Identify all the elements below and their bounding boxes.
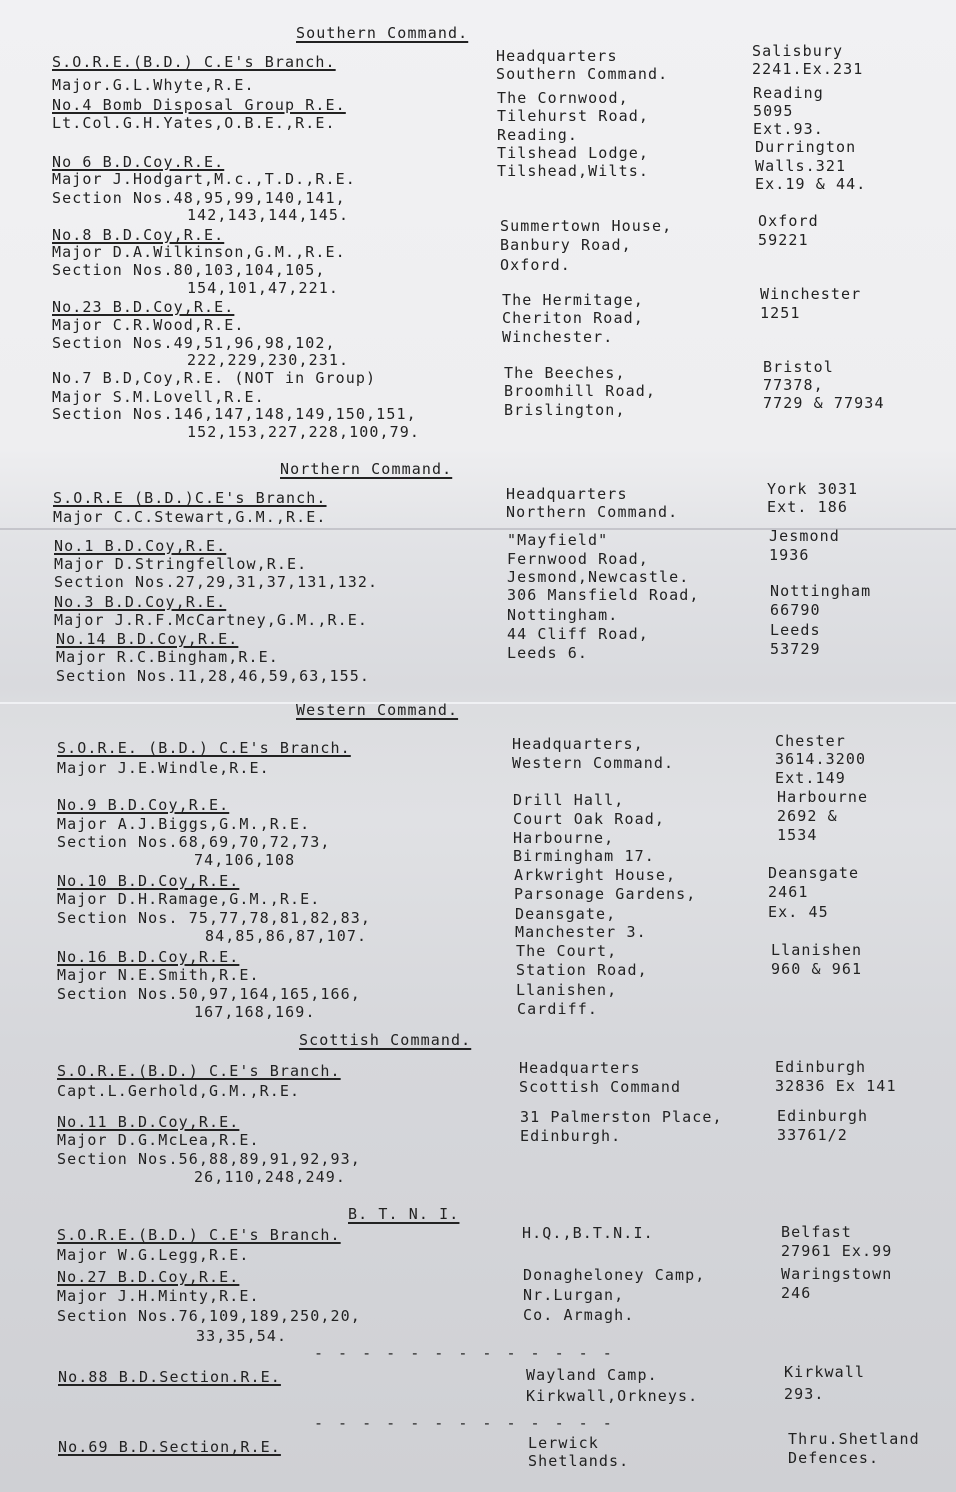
section-numbers: 142,143,144,145. xyxy=(187,206,350,224)
telephone: Leeds xyxy=(770,621,821,639)
telephone: Ex.19 & 44. xyxy=(755,175,867,193)
officer-name: Major J.Hodgart,M.c.,T.D.,R.E. xyxy=(52,170,356,188)
officer-name: Major D.G.McLea,R.E. xyxy=(57,1131,260,1149)
dashed-divider: - - - - - - - - - - - - - xyxy=(314,1414,615,1432)
telephone: Reading xyxy=(753,84,824,102)
officer-name: Major.G.L.Whyte,R.E. xyxy=(52,76,255,94)
unit-name: No.88 B.D.Section.R.E. xyxy=(58,1368,281,1386)
address-line: Winchester. xyxy=(502,328,614,346)
telephone: Edinburgh xyxy=(775,1058,867,1076)
address-line: Birmingham 17. xyxy=(513,847,655,865)
section-numbers: 152,153,227,228,100,79. xyxy=(187,423,421,441)
address-line: Station Road, xyxy=(516,961,648,979)
officer-name: Major N.E.Smith,R.E. xyxy=(57,966,260,984)
address-line: Kirkwall,Orkneys. xyxy=(526,1387,699,1405)
telephone: Kirkwall xyxy=(784,1363,866,1381)
section-numbers: 26,110,248,249. xyxy=(194,1168,346,1186)
address-line: Headquarters xyxy=(519,1059,641,1077)
officer-name: Major S.M.Lovell,R.E. xyxy=(52,388,265,406)
address-line: Drill Hall, xyxy=(513,791,625,809)
address-line: Oxford. xyxy=(500,256,571,274)
telephone: 53729 xyxy=(770,640,821,658)
address-line: Brislington, xyxy=(504,401,626,419)
section-numbers: Section Nos.48,95,99,140,141, xyxy=(52,189,346,207)
unit-name: No.3 B.D.Coy,R.E. xyxy=(54,593,227,611)
telephone: Jesmond xyxy=(769,527,840,545)
telephone: 2692 & xyxy=(777,807,838,825)
section-numbers: 167,168,169. xyxy=(194,1003,316,1021)
address-line: Summertown House, xyxy=(500,217,673,235)
address-line: Manchester 3. xyxy=(515,923,647,941)
section-numbers: Section Nos.27,29,31,37,131,132. xyxy=(54,573,379,591)
telephone: 246 xyxy=(781,1284,812,1302)
section-numbers: Section Nos.50,97,164,165,166, xyxy=(57,985,361,1003)
telephone: 59221 xyxy=(758,231,809,249)
telephone: Bristol xyxy=(763,358,834,376)
unit-name: No.69 B.D.Section,R.E. xyxy=(58,1438,281,1456)
telephone: Belfast xyxy=(781,1223,852,1241)
telephone: 77378, xyxy=(763,376,824,394)
officer-name: Major J.H.Minty,R.E. xyxy=(57,1287,260,1305)
section-heading: Western Command. xyxy=(296,701,459,719)
officer-name: Lt.Col.G.H.Yates,O.B.E.,R.E. xyxy=(52,114,336,132)
section-numbers: 74,106,108 xyxy=(194,851,296,869)
telephone: 7729 & 77934 xyxy=(763,394,885,412)
section-numbers: 222,229,230,231. xyxy=(187,351,350,369)
section-numbers: 154,101,47,221. xyxy=(187,279,339,297)
address-line: Headquarters xyxy=(496,47,618,65)
officer-name: Major J.E.Windle,R.E. xyxy=(57,759,270,777)
section-numbers: Section Nos.68,69,70,72,73, xyxy=(57,833,331,851)
officer-name: Major D.H.Ramage,G.M.,R.E. xyxy=(57,890,321,908)
unit-name: No.7 B.D,Coy,R.E. (NOT in Group) xyxy=(52,369,377,387)
officer-name: Major C.C.Stewart,G.M.,R.E. xyxy=(53,508,327,526)
telephone: 3614.3200 xyxy=(775,750,867,768)
telephone: Walls.321 xyxy=(755,157,847,175)
unit-name: No.14 B.D.Coy,R.E. xyxy=(56,630,239,648)
section-heading: B. T. N. I. xyxy=(348,1205,460,1223)
address-line: The Court, xyxy=(516,942,618,960)
unit-name: No.8 B.D.Coy,R.E. xyxy=(52,226,225,244)
address-line: Banbury Road, xyxy=(500,236,632,254)
unit-name: S.O.R.E. (B.D.) C.E's Branch. xyxy=(57,739,351,757)
address-line: The Beeches, xyxy=(504,364,626,382)
address-line: Shetlands. xyxy=(528,1452,630,1470)
address-line: Reading. xyxy=(497,126,579,144)
address-line: Lerwick xyxy=(528,1434,599,1452)
address-line: Scottish Command xyxy=(519,1078,682,1096)
dashed-divider: - - - - - - - - - - - - - xyxy=(314,1344,615,1362)
telephone: Ext.149 xyxy=(775,769,846,787)
address-line: Southern Command. xyxy=(496,65,669,83)
section-heading: Northern Command. xyxy=(280,460,453,478)
telephone: Oxford xyxy=(758,212,819,230)
section-numbers: Section Nos.80,103,104,105, xyxy=(52,261,326,279)
telephone: Durrington xyxy=(755,138,857,156)
address-line: Headquarters xyxy=(506,485,628,503)
section-heading: Scottish Command. xyxy=(299,1031,472,1049)
address-line: Nottingham. xyxy=(507,606,619,624)
address-line: 44 Cliff Road, xyxy=(507,625,649,643)
address-line: Jesmond,Newcastle. xyxy=(507,568,690,586)
section-numbers: Section Nos.56,88,89,91,92,93, xyxy=(57,1150,361,1168)
address-line: Co. Armagh. xyxy=(523,1306,635,1324)
telephone: 27961 Ex.99 xyxy=(781,1242,893,1260)
address-line: "Mayfield" xyxy=(507,531,609,549)
telephone: 2461 xyxy=(768,883,809,901)
telephone: 5095 xyxy=(753,102,794,120)
telephone: 1534 xyxy=(777,826,818,844)
address-line: Headquarters, xyxy=(512,735,644,753)
address-line: Wayland Camp. xyxy=(526,1366,658,1384)
officer-name: Major W.G.Legg,R.E. xyxy=(57,1246,250,1264)
address-line: 306 Mansfield Road, xyxy=(507,586,700,604)
telephone: Ext.93. xyxy=(753,120,824,138)
officer-name: Major J.R.F.McCartney,G.M.,R.E. xyxy=(54,611,369,629)
address-line: 31 Palmerston Place, xyxy=(520,1108,723,1126)
address-line: Arkwright House, xyxy=(514,866,677,884)
section-numbers: 84,85,86,87,107. xyxy=(205,927,368,945)
address-line: Nr.Lurgan, xyxy=(523,1286,625,1304)
telephone: Harbourne xyxy=(777,788,869,806)
unit-name: No.23 B.D.Coy,R.E. xyxy=(52,298,235,316)
telephone: 2241.Ex.231 xyxy=(752,60,864,78)
address-line: Broomhill Road, xyxy=(504,382,656,400)
address-line: Tilshead Lodge, xyxy=(497,144,649,162)
address-line: Deansgate, xyxy=(515,905,617,923)
telephone: Defences. xyxy=(788,1449,880,1467)
unit-name: S.O.R.E.(B.D.) C.E's Branch. xyxy=(57,1226,341,1244)
telephone: Ex. 45 xyxy=(768,903,829,921)
address-line: Leeds 6. xyxy=(507,644,589,662)
telephone: Chester xyxy=(775,732,846,750)
unit-name: No 6 B.D.Coy.R.E. xyxy=(52,153,225,171)
section-numbers: Section Nos. 75,77,78,81,82,83, xyxy=(57,909,372,927)
unit-name: No.9 B.D.Coy,R.E. xyxy=(57,796,230,814)
address-line: Llanishen, xyxy=(516,981,618,999)
section-numbers: 33,35,54. xyxy=(196,1327,288,1345)
officer-name: Major R.C.Bingham,R.E. xyxy=(56,648,279,666)
address-line: Court Oak Road, xyxy=(513,810,665,828)
telephone: Deansgate xyxy=(768,864,860,882)
section-numbers: Section Nos.49,51,96,98,102, xyxy=(52,334,336,352)
telephone: Nottingham xyxy=(770,582,872,600)
address-line: Fernwood Road, xyxy=(507,550,649,568)
telephone: Ext. 186 xyxy=(767,498,849,516)
address-line: Donagheloney Camp, xyxy=(523,1266,706,1284)
unit-name: No.11 B.D.Coy,R.E. xyxy=(57,1113,240,1131)
unit-name: No.1 B.D.Coy,R.E. xyxy=(54,537,227,555)
address-line: Parsonage Gardens, xyxy=(514,885,697,903)
address-line: H.Q.,B.T.N.I. xyxy=(522,1224,654,1242)
address-line: The Hermitage, xyxy=(502,291,644,309)
officer-name: Major A.J.Biggs,G.M.,R.E. xyxy=(57,815,311,833)
telephone: 1936 xyxy=(769,546,810,564)
address-line: Northern Command. xyxy=(506,503,679,521)
telephone: 960 & 961 xyxy=(771,960,863,978)
address-line: Cheriton Road, xyxy=(502,309,644,327)
unit-name: S.O.R.E (B.D.)C.E's Branch. xyxy=(53,489,327,507)
telephone: Edinburgh xyxy=(777,1107,869,1125)
telephone: York 3031 xyxy=(767,480,859,498)
address-line: Edinburgh. xyxy=(520,1127,622,1145)
address-line: Harbourne, xyxy=(513,829,615,847)
telephone: 33761/2 xyxy=(777,1126,848,1144)
address-line: Western Command. xyxy=(512,754,675,772)
telephone: 32836 Ex 141 xyxy=(775,1077,897,1095)
unit-name: S.O.R.E.(B.D.) C.E's Branch. xyxy=(57,1062,341,1080)
officer-name: Major D.A.Wilkinson,G.M.,R.E. xyxy=(52,243,346,261)
section-heading: Southern Command. xyxy=(296,24,469,42)
telephone: 1251 xyxy=(760,304,801,322)
telephone: 293. xyxy=(784,1385,825,1403)
paper-fold xyxy=(0,702,956,704)
address-line: Tilehurst Road, xyxy=(497,107,649,125)
telephone: Llanishen xyxy=(771,941,863,959)
unit-name: No.27 B.D.Coy,R.E. xyxy=(57,1268,240,1286)
section-numbers: Section Nos.11,28,46,59,63,155. xyxy=(56,667,371,685)
telephone: Thru.Shetland xyxy=(788,1430,920,1448)
officer-name: Capt.L.Gerhold,G.M.,R.E. xyxy=(57,1082,301,1100)
section-numbers: Section Nos.146,147,148,149,150,151, xyxy=(52,405,417,423)
telephone: 66790 xyxy=(770,601,821,619)
unit-name: No.4 Bomb Disposal Group R.E. xyxy=(52,96,346,114)
section-numbers: Section Nos.76,109,189,250,20, xyxy=(57,1307,361,1325)
unit-name: S.O.R.E.(B.D.) C.E's Branch. xyxy=(52,53,336,71)
officer-name: Major D.Stringfellow,R.E. xyxy=(54,555,308,573)
address-line: The Cornwood, xyxy=(497,89,629,107)
address-line: Tilshead,Wilts. xyxy=(497,162,649,180)
address-line: Cardiff. xyxy=(517,1000,599,1018)
unit-name: No.16 B.D.Coy,R.E. xyxy=(57,948,240,966)
unit-name: No.10 B.D.Coy,R.E. xyxy=(57,872,240,890)
officer-name: Major C.R.Wood,R.E. xyxy=(52,316,245,334)
telephone: Waringstown xyxy=(781,1265,893,1283)
telephone: Winchester xyxy=(760,285,862,303)
telephone: Salisbury xyxy=(752,42,844,60)
